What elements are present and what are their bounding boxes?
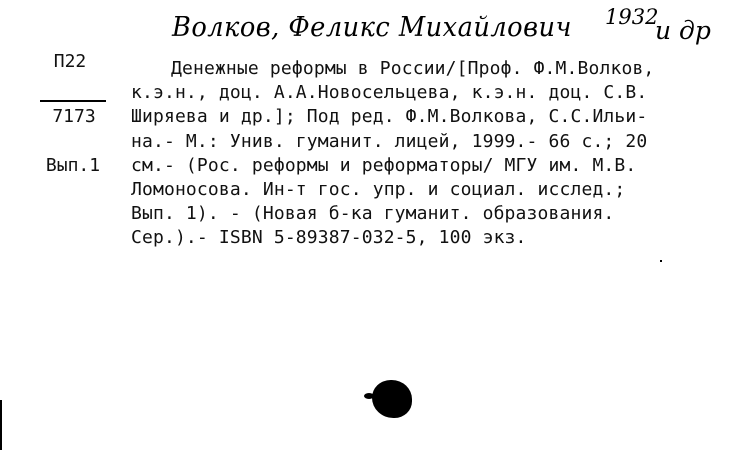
handwritten-heading bbox=[172, 2, 750, 54]
handwritten-author-name: Волков, Феликс Михайлович bbox=[172, 12, 572, 43]
entry-line: Сер.).- ISBN 5-89387-032-5, 100 экз. bbox=[131, 227, 527, 249]
shelfmark-number: 7173 bbox=[52, 106, 96, 127]
card-edge-mark bbox=[0, 400, 2, 450]
entry-line: на.- М.: Унив. гуманит. лицей, 1999.- 66 с.; 20 bbox=[131, 130, 648, 152]
entry-line: к.э.н., доц. А.А.Новосельцева, к.э.н. доц. С.В. bbox=[131, 82, 648, 104]
entry-line: Ломоносова. Ин-т гос. упр. и социал. исслед.; bbox=[131, 179, 626, 201]
bibliographic-entry bbox=[131, 57, 746, 251]
punch-hole-edge bbox=[364, 393, 374, 399]
shelfmark-code: П22 bbox=[53, 51, 87, 72]
handwritten-birth-year: 1932 bbox=[605, 5, 659, 29]
entry-line: Вып. 1). - (Новая б-ка гуманит. образования. bbox=[131, 203, 615, 225]
handwritten-et-al: и др bbox=[655, 16, 711, 45]
entry-line: Денежные реформы в России/[Проф. Ф.М.Волков, bbox=[171, 58, 655, 79]
entry-line: Ширяева и др.]; Под ред. Ф.М.Волкова, С.С.Ильи- bbox=[131, 106, 648, 128]
punch-hole bbox=[372, 380, 412, 418]
issue-label: Вып.1 bbox=[45, 155, 101, 176]
speck-mark bbox=[660, 260, 662, 262]
shelfmark-divider bbox=[40, 100, 106, 102]
entry-line: см.- (Рос. реформы и реформаторы/ МГУ им. М.В. bbox=[131, 154, 637, 176]
